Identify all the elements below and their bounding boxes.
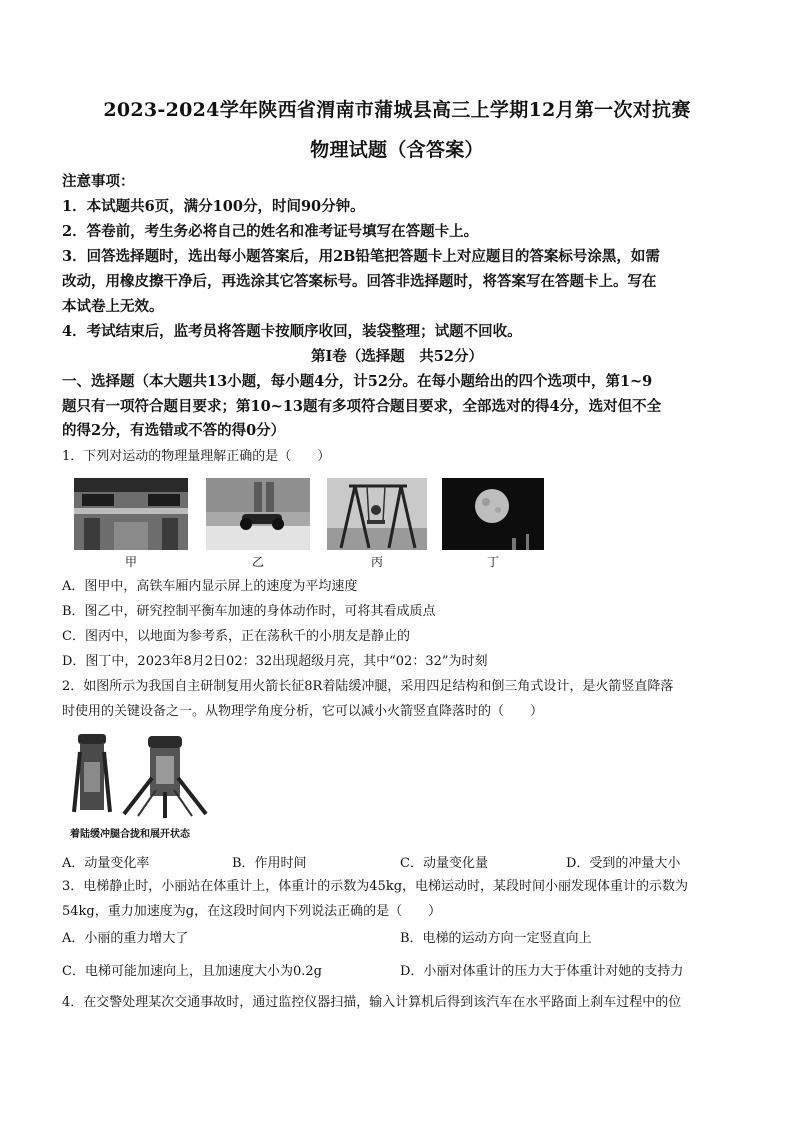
supermoon-photo — [442, 478, 544, 550]
balance-scooter-photo — [206, 478, 310, 550]
q2-image-caption: 着陆缓冲腿合拢和展开状态 — [70, 829, 190, 840]
q1-caption-jia: 甲 — [124, 555, 137, 569]
section-instruction: 题只有一项符合题目要求；第10~13题有多项符合题目要求，全部选对的得4分，选对但不全 — [62, 398, 662, 415]
swing-photo — [327, 478, 427, 550]
train-carriage-photo — [74, 478, 188, 550]
notice-item: 本试卷上无效。 — [62, 298, 164, 315]
q3-option-b: B．电梯的运动方向一定竖直向上 — [400, 931, 592, 946]
q1-option-b: B．图乙中，研究控制平衡车加速的身体动作时，可将其看成质点 — [62, 604, 436, 619]
notice-item: 3．回答选择题时，选出每小题答案后，用2B铅笔把答题卡上对应题目的答案标号涂黑，如需 — [62, 248, 660, 265]
q2-option-b: B．作用时间 — [232, 856, 307, 871]
q3-option-d: D．小丽对体重计的压力大于体重计对她的支持力 — [400, 964, 684, 979]
q4-stem-line1: 4．在交警处理某次交通事故时，通过监控仪器扫描，输入计算机后得到该汽车在水平路面上刹车过程中的位 — [62, 995, 682, 1010]
q1-caption-bing: 丙 — [370, 555, 383, 569]
q1-option-a: A．图甲中，高铁车厢内显示屏上的速度为平均速度 — [62, 579, 358, 594]
q3-option-c: C．电梯可能加速向上，且加速度大小为0.2g — [62, 964, 322, 979]
section-heading: 第Ⅰ卷（选择题 共52分） — [311, 348, 483, 365]
notice-heading: 注意事项： — [62, 173, 135, 190]
q1-option-d: D．图丁中，2023年8月2日02：32出现超级月亮，其中“02：32”为时刻 — [62, 654, 488, 669]
exam-title-line1: 2023-2024学年陕西省渭南市蒲城县高三上学期12月第一次对抗赛 — [103, 99, 691, 121]
q2-stem-line1: 2．如图所示为我国自主研制复用火箭长征8R着陆缓冲腿，采用四足结构和倒三角式设计，是火箭竖直降落 — [62, 679, 674, 694]
q3-stem-line2: 54kg，重力加速度为g，在这段时间内下列说法正确的是（ ） — [62, 904, 442, 919]
q2-option-d: D．受到的冲量大小 — [566, 856, 681, 871]
q2-option-c: C．动量变化量 — [400, 856, 488, 871]
section-instruction: 一、选择题（本大题共13小题，每小题4分，计52分。在每小题给出的四个选项中，第1~9 — [62, 373, 653, 390]
q3-stem-line1: 3．电梯静止时，小丽站在体重计上，体重计的示数为45kg，电梯运动时，某段时间小丽发现体重计的示数为 — [62, 879, 689, 894]
notice-item: 2．答卷前，考生务必将自己的姓名和准考证号填写在答题卡上。 — [62, 223, 479, 240]
landing-legs-figure — [70, 732, 214, 826]
q1-option-c: C．图丙中，以地面为参考系，正在荡秋千的小朋友是静止的 — [62, 629, 410, 644]
q1-caption-ding: 丁 — [486, 555, 499, 569]
q1-stem: 1．下列对运动的物理量理解正确的是（ ） — [62, 449, 331, 464]
q3-option-a: A．小丽的重力增大了 — [62, 931, 189, 946]
notice-item: 4．考试结束后，监考员将答题卡按顺序收回，装袋整理；试题不回收。 — [62, 323, 522, 340]
exam-title-line2: 物理试题（含答案） — [310, 139, 484, 161]
q1-caption-yi: 乙 — [251, 555, 264, 569]
notice-item: 改动，用橡皮擦干净后，再选涂其它答案标号。回答非选择题时，将答案写在答题卡上。写在 — [62, 273, 657, 290]
section-instruction: 的得2分，有选错或不答的得0分） — [62, 422, 286, 439]
q2-stem-line2: 时使用的关键设备之一。从物理学角度分析，它可以减小火箭竖直降落时的（ ） — [62, 704, 544, 719]
notice-item: 1．本试题共6页，满分100分，时间90分钟。 — [62, 198, 365, 215]
q2-option-a: A．动量变化率 — [62, 856, 150, 871]
